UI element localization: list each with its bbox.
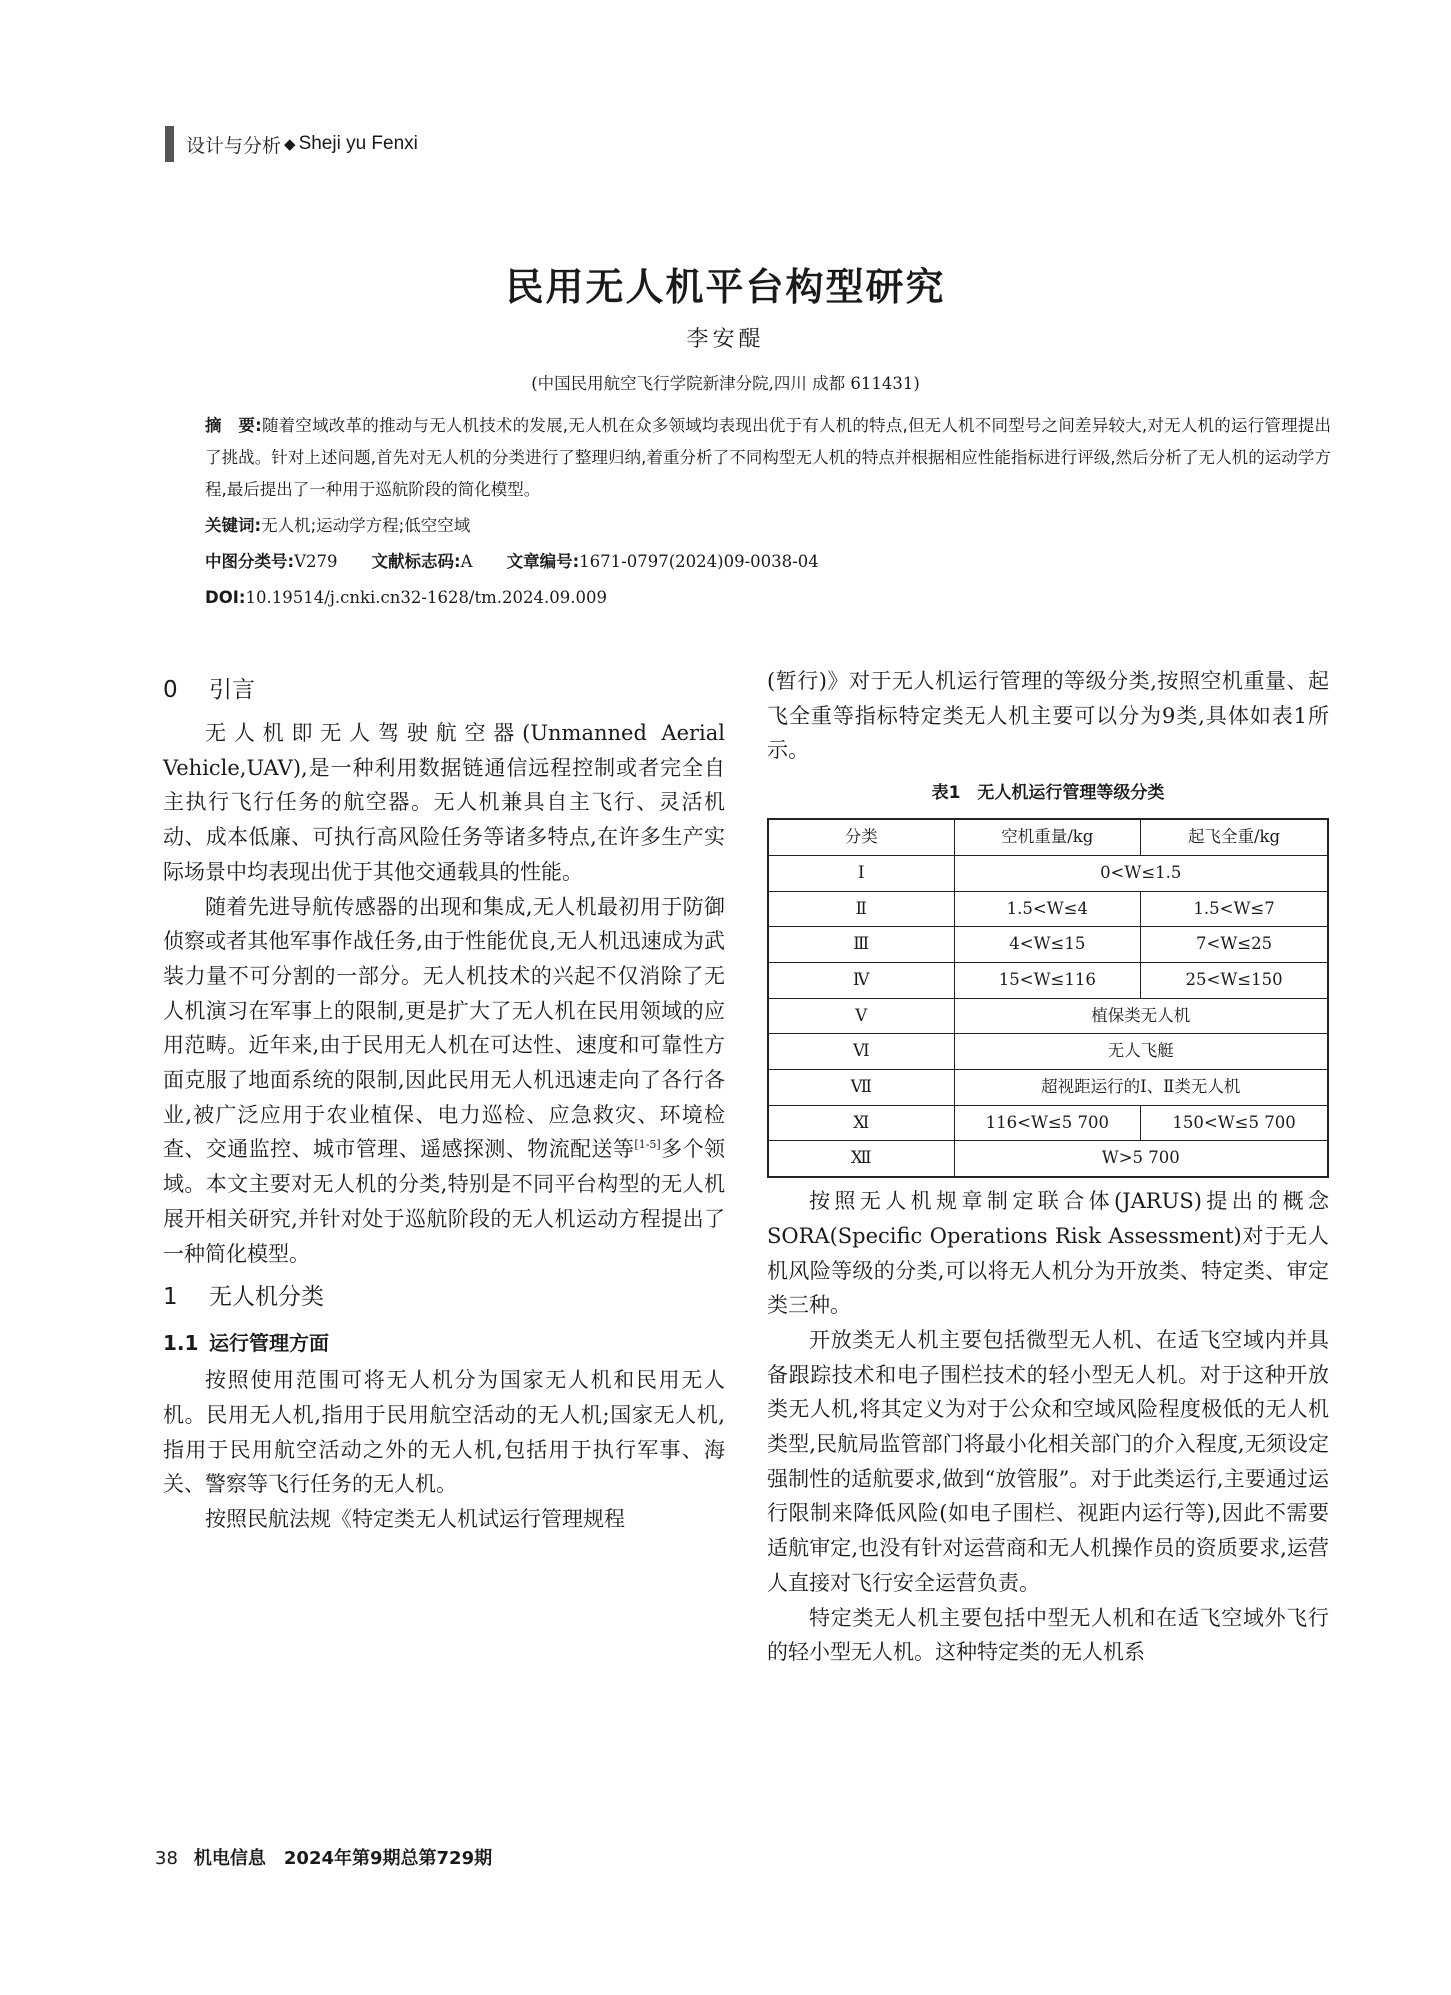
article-label: 文章编号: — [506, 552, 580, 571]
page-number: 38 — [155, 1848, 178, 1869]
doi-label: DOI: — [205, 588, 246, 607]
keywords — [205, 512, 470, 540]
paragraph: 特定类无人机主要包括中型无人机和在适飞空域外飞行的轻小型无人机。这种特定类的无人机系 — [767, 1605, 1329, 1665]
table-header-cell: 分类 — [768, 819, 954, 855]
table-cell-class: Ⅶ — [768, 1070, 954, 1106]
table-cell-class: Ⅲ — [768, 927, 954, 963]
abstract-text: 随着空域改革的推动与无人机技术的发展,无人机在众多领域均表现出优于有人机的特点,但无人机不同型号之间差异较大,对无人机的运行管理提出了挑战。针对上述问题,首先对无人机的分类进行了整理归纳,着重分析了不同构型无人机的特点并根据相应性能指标进行评级,然后分析了无人机的运动学方程,最后提出了一种用于巡航阶段的简化模型。 — [205, 416, 1331, 499]
header-en: Sheji yu Fenxi — [298, 133, 418, 154]
abstract — [205, 410, 1331, 506]
table-cell-class: Ⅱ — [768, 891, 954, 927]
table-row — [768, 855, 1328, 891]
abstract-label: 摘 要: — [205, 416, 262, 435]
section-0-heading: 0 引言 — [163, 677, 255, 703]
paper-title: 民用无人机平台构型研究 — [505, 265, 946, 309]
keywords-text: 无人机;运动学方程;低空空域 — [261, 516, 471, 535]
table-cell-class: Ⅳ — [768, 962, 954, 998]
table-row — [768, 891, 1328, 927]
section-1-1-heading: 1.1 运行管理方面 — [163, 1331, 329, 1356]
paragraph: 无人机即无人驾驶航空器(Unmanned Aerial Vehicle,UAV),是一种利用数据链通信远程控制或者完全自主执行飞行任务的航空器。无人机兼具自主飞行、灵活机动、成本低廉、可执行高风险任务等诸多特点,在许多生产实际场景中均表现出优于其他交通载具的性能。 — [163, 721, 725, 884]
table-cell-empty-weight: 4<W≤15 — [954, 927, 1141, 963]
table-row — [768, 1070, 1328, 1106]
clc-value: V279 — [294, 552, 338, 571]
table-caption: 表1 无人机运行管理等级分类 — [931, 783, 1165, 804]
table-cell-merged: 无人飞艇 — [954, 1034, 1328, 1070]
table-row — [768, 1141, 1328, 1177]
article-value: 1671-0797(2024)09-0038-04 — [579, 552, 819, 571]
table-header-cell: 空机重量/kg — [954, 819, 1141, 855]
table-cell-class: Ⅴ — [768, 998, 954, 1034]
table-cell-empty-weight: 116<W≤5 700 — [954, 1105, 1141, 1141]
table-cell-class: Ⅻ — [768, 1141, 954, 1177]
table-cell-takeoff-weight: 7<W≤25 — [1141, 927, 1328, 963]
section-1-heading: 1 无人机分类 — [163, 1284, 324, 1311]
diamond-icon: ◆ — [284, 135, 296, 153]
table-header-cell: 起飞全重/kg — [1141, 819, 1328, 855]
journal-info: 机电信息 2024年第9期总第729期 — [193, 1848, 493, 1869]
classification-table — [767, 818, 1329, 1178]
table-row — [768, 1105, 1328, 1141]
header-cn: 设计与分析 — [186, 134, 282, 157]
table-cell-merged: 超视距运行的Ⅰ、Ⅱ类无人机 — [954, 1070, 1328, 1106]
table-cell-empty-weight: 1.5<W≤4 — [954, 891, 1141, 927]
left-column — [163, 664, 725, 1537]
clc-label: 中图分类号: — [205, 552, 295, 571]
table-cell-class: Ⅵ — [768, 1034, 954, 1070]
header-bar — [165, 126, 174, 162]
table-row — [768, 998, 1328, 1034]
table-cell-merged: W>5 700 — [954, 1141, 1328, 1177]
doi-line — [205, 584, 607, 612]
doc-value: A — [460, 552, 473, 571]
table-cell-class: Ⅰ — [768, 855, 954, 891]
classification-line — [205, 548, 819, 576]
paragraph: (暂行)》对于无人机运行管理的等级分类,按照空机重量、起飞全重等指标特定类无人机主要可以分为9类,具体如表1所示。 — [767, 669, 1329, 763]
citation: [1-5] — [634, 1138, 661, 1152]
right-column — [767, 664, 1329, 1670]
paragraph: 开放类无人机主要包括微型无人机、在适飞空域内并具备跟踪技术和电子围栏技术的轻小型无人机。对于这种开放类无人机,将其定义为对于公众和空域风险程度极低的无人机类型,民航局监管部门将最小化相关部门的介入程度,无须设定强制性的适航要求,做到“放管服”。对于此类运行,主要通过运行限制来降低风险(如电子围栏、视距内运行等),因此不需要适航审定,也没有针对运营商和无人机操作员的资质要求,运营人直接对飞行安全运营负责。 — [767, 1327, 1329, 1595]
paragraph: 按照使用范围可将无人机分为国家无人机和民用无人机。民用无人机,指用于民用航空活动的无人机;国家无人机,指用于民用航空活动之外的无人机,包括用于执行军事、海关、警察等飞行任务的无人机。 — [163, 1368, 725, 1497]
table-cell-class: Ⅺ — [768, 1105, 954, 1141]
paragraph: 按照民航法规《特定类无人机试运行管理规程 — [205, 1507, 625, 1532]
table-cell-merged: 0<W≤1.5 — [954, 855, 1328, 891]
paragraph: 随着先进导航传感器的出现和集成,无人机最初用于防御侦察或者其他军事作战任务,由于性能优良,无人机迅速成为武装力量不可分割的一部分。无人机技术的兴起不仅消除了无人机演习在军事上的限制,更是扩大了无人机在民用领域的应用范畴。近年来,由于民用无人机在可达性、速度和可靠性方面克服了地面系统的限制,因此民用无人机迅速走向了各行各业,被广泛应用于农业植保、电力巡检、应急救灾、环境检查、交通监控、城市管理、遥感探测、物流配送等[1-5]多个领域。本文主要对无人机的分类,特别是不同平台构型的无人机展开相关研究,并针对处于巡航阶段的无人机运动方程提出了一种简化模型。 — [163, 894, 726, 1266]
affiliation: (中国民用航空飞行学院新津分院,四川 成都 611431) — [531, 374, 920, 393]
table-header-row — [768, 819, 1328, 855]
table-cell-takeoff-weight: 1.5<W≤7 — [1141, 891, 1328, 927]
page-footer — [155, 1844, 492, 1870]
running-header — [165, 126, 418, 162]
author: 李安醍 — [686, 327, 765, 352]
table-cell-takeoff-weight: 25<W≤150 — [1141, 962, 1328, 998]
table-row — [768, 927, 1328, 963]
table-row — [768, 1034, 1328, 1070]
table-cell-empty-weight: 15<W≤116 — [954, 962, 1141, 998]
doc-label: 文献标志码: — [371, 552, 461, 571]
table-row — [768, 962, 1328, 998]
table-cell-merged: 植保类无人机 — [954, 998, 1328, 1034]
paragraph: 按照无人机规章制定联合体(JARUS)提出的概念SORA(Specific Operations Risk Assessment)对于无人机风险等级的分类,可以将无人机分为开放类、特定类、审定类三种。 — [767, 1189, 1329, 1318]
table-cell-takeoff-weight: 150<W≤5 700 — [1141, 1105, 1328, 1141]
keywords-label: 关键词: — [205, 516, 262, 535]
doi-value: 10.19514/j.cnki.cn32-1628/tm.2024.09.009 — [245, 588, 607, 607]
